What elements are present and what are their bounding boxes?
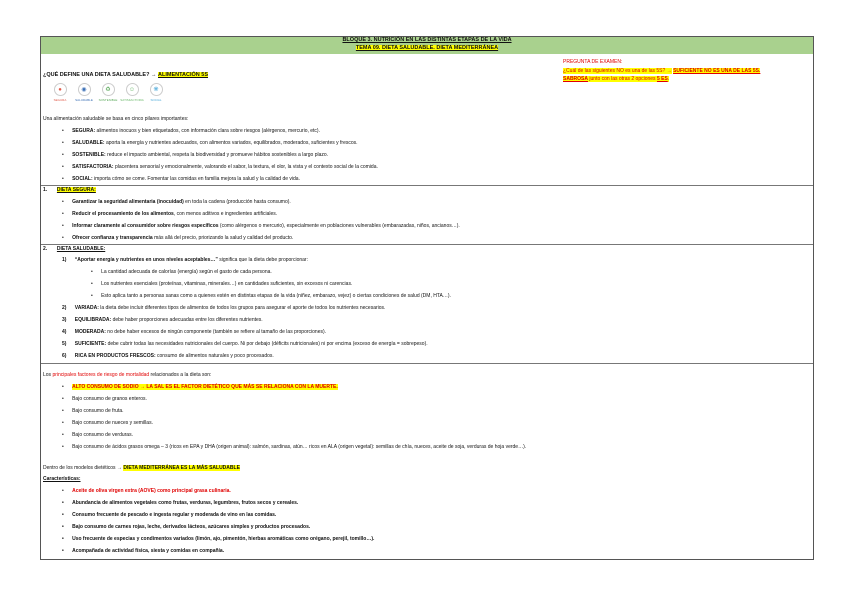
page-title: BLOQUE 3. NUTRICIÓN EN LAS DISTINTAS ETAPAS DE LA VIDA: [342, 37, 512, 43]
list-item: • La cantidad adecuada de calorías (energía) según el gasto de cada persona.: [91, 269, 272, 275]
list-item: • Bajo consumo de carnes rojas, leche, derivados lácteos, azúcares simples y productos procesados.: [62, 524, 311, 530]
exam-question: ¿Cuál de las siguientes NO es una de las 5S? →: [563, 67, 672, 74]
list-item: 4) MODERADA: no debe haber excesos de ningún componente (también se refiere al tamaño de las proporciones).: [62, 329, 327, 335]
pillars-intro: Una alimentación saludable se basa en cinco pilares importantes:: [43, 116, 189, 122]
list-item: • Bajo consumo de granos enteros.: [62, 396, 147, 402]
list-item: • Los nutrientes esenciales (proteínas, vitaminas, minerales…) en cantidades suficientes, sin excesos ni carencias.: [91, 281, 353, 287]
list-item: 2) VARIADA: la dieta debe incluir diferentes tipos de alimentos de todos los grupos para asegurar el aporte de todos los nutrientes necesarios.: [62, 305, 386, 311]
social-icon: ❋: [150, 83, 163, 96]
risk-intro: Los principales factores de riesgo de mortalidad relacionados a la dieta son:: [43, 372, 212, 378]
page-subtitle: TEMA 09. DIETA SALUDABLE. DIETA MEDITERRÁNEA: [355, 44, 499, 51]
lock-icon: ●: [54, 83, 67, 96]
list-item: 3) EQUILIBRADA: debe haber proporciones adecuadas entre los diferentes nutrientes.: [62, 317, 263, 323]
list-item: • Abundancia de alimentos vegetales como frutas, verduras, legumbres, frutos secos y cereales.: [62, 500, 299, 506]
list-item: • Garantizar la seguridad alimentaria (inocuidad) en toda la cadena (producción hasta consumo).: [62, 199, 291, 205]
globe-icon: ◉: [78, 83, 91, 96]
med-label: Características:: [43, 476, 81, 482]
list-item: • ALTO CONSUMO DE SODIO → LA SAL ES EL FACTOR DIETÉTICO QUE MÁS SE RELACIONA CON LA MUERTE.: [62, 384, 338, 390]
list-item: • Bajo consumo de verduras.: [62, 432, 133, 438]
header-band: [41, 37, 813, 54]
list-item: 1) “Aportar energía y nutrientes en unos niveles aceptables…” significa que la dieta debe proporcionar:: [62, 257, 308, 263]
divider: [41, 244, 813, 245]
icon-satisfactoria: ☺ SATISFACTORIA: [120, 83, 144, 102]
list-item: • SEGURA: alimentos inocuos y bien etiquetados, con información clara sobre riesgos (alérgenos, mercurio, etc).: [62, 128, 320, 134]
list-item: • Esto aplica tanto a personas sanas como a quienes estén en distintas etapas de la vida (niñez, embarazo, vejez) o ciertas condiciones de salud (DM, HTA…).: [91, 293, 451, 299]
exam-note: PREGUNTA DE EXAMEN: ¿Cuál de las siguientes NO es una de las 5S? → SUFICIENTE NO ES UNA DE LAS 5S. SABROSA junto con las otras 2 opciones 5 ES.: [563, 59, 761, 82]
list-item: 5) SUFICIENTE: debe cubrir todas las necesidades nutricionales del cuerpo. Ni por debajo (déficits nutricionales) ni por encima (exceso de energía = sobrepeso).: [62, 341, 428, 347]
list-item: • Ofrecer confianza y transparencia más allá del precio, priorizando la salud y calidad del producto.: [62, 235, 294, 241]
icon-saludable: ◉ SALUDABLE: [72, 83, 96, 102]
icon-segura: ● SEGURA: [48, 83, 72, 102]
section-2-heading: 2. DIETA SALUDABLE:: [43, 246, 106, 252]
list-item: • Informar claramente al consumidor sobre riesgos específicos (como alérgenos o mercurio), especialmente en poblaciones vulnerables (embarazadas, niños, ancianos…).: [62, 223, 460, 229]
section-1-heading: 1. DIETA SEGURA:: [43, 187, 96, 193]
list-item: • Bajo consumo de ácidos grasos omega – 3 (ricos en EPA y DHA (origen animal): salmón, sardinas, atún… ricos en ALA (origen vegetal): semillas de chía, nueces, aceite de soja, verduras de hoja verde…).: [62, 444, 527, 450]
exam-label: PREGUNTA DE EXAMEN:: [563, 59, 623, 65]
list-item: • Aceite de oliva virgen extra (AOVE) como principal grasa culinaria.: [62, 488, 231, 494]
intro-line: [43, 72, 208, 78]
exam-answer-1: SUFICIENTE NO ES UNA DE LAS 5S.: [673, 67, 761, 74]
divider: [41, 363, 813, 364]
intro-answer: ALIMENTACIÓN 5S: [158, 72, 209, 78]
recycle-icon: ♻: [102, 83, 115, 96]
five-s-icons: [48, 83, 168, 102]
list-item: • Uso frecuente de especias y condimentos variados (limón, ajo, pimentón, hierbas aromáticas como orégano, perejil, tomillo…).: [62, 536, 375, 542]
list-item: • Acompañada de actividad física, siesta y comidas en compañía.: [62, 548, 225, 554]
list-item: • Bajo consumo de nueces y semillas.: [62, 420, 153, 426]
list-item: • Consumo frecuente de pescado e ingesta regular y moderada de vino en las comidas.: [62, 512, 277, 518]
icon-sostenible: ♻ SOSTENIBLE: [96, 83, 120, 102]
list-item: • SOSTENIBLE: reduce el impacto ambiental, respeta la biodiversidad y promueve hábitos sostenibles a largo plazo.: [62, 152, 329, 158]
exam-answer-2: SABROSA: [563, 76, 589, 82]
list-item: • SOCIAL: importa cómo se come. Fomentar las comidas en familia mejora la salud y la calidad de vida.: [62, 176, 300, 182]
divider: [41, 185, 813, 186]
med-intro: Dentro de los modelos dietéticos → DIETA MEDITERRÁNEA ES LA MÁS SALUDABLE: [43, 465, 240, 471]
list-item: • SALUDABLE: aporta la energía y nutrientes adecuados, con alimentos variados, equilibrados, moderados, suficientes y frescos.: [62, 140, 358, 146]
list-item: 6) RICA EN PRODUCTOS FRESCOS: consumo de alimentos naturales y poco procesados.: [62, 353, 274, 359]
list-item: • SATISFACTORIA: placentera sensorial y emocionalmente, valorando el sabor, la textura, el olor, la vista y el contexto social de la comida.: [62, 164, 378, 170]
exam-question-2: junto con las otras 2 opciones: [589, 76, 656, 82]
intro-question: ¿QUÉ DEFINE UNA DIETA SALUDABLE? →: [43, 72, 157, 78]
list-item: • Reducir el procesamiento de los alimentos, con menos aditivos e ingredientes artificiales.: [62, 211, 278, 217]
smile-icon: ☺: [126, 83, 139, 96]
exam-answer-3: 5 ES: [656, 76, 668, 82]
list-item: • Bajo consumo de fruta.: [62, 408, 124, 414]
icon-social: ❋ SOCIAL: [144, 83, 168, 102]
